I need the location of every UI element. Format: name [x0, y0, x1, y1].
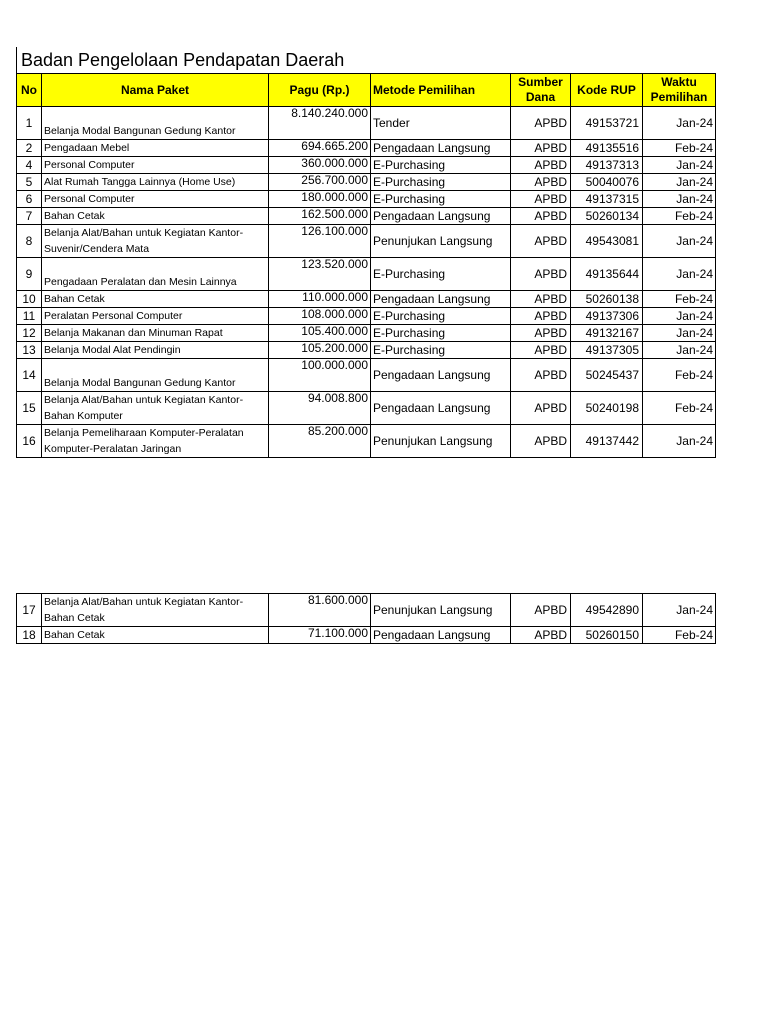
- cell-waktu-pemilihan: Feb-24: [643, 392, 716, 425]
- cell-sumber-dana: APBD: [511, 157, 571, 174]
- cell-nama-paket: Belanja Modal Alat Pendingin: [42, 342, 269, 359]
- table-row: [17, 392, 716, 425]
- cell-waktu-pemilihan: Jan-24: [643, 342, 716, 359]
- cell-nama-paket: Pengadaan Mebel: [42, 140, 269, 157]
- cell-metode-pemilihan: Penunjukan Langsung: [371, 225, 511, 258]
- cell-pagu: 123.520.000: [269, 258, 371, 291]
- cell-waktu-pemilihan: Jan-24: [643, 258, 716, 291]
- cell-waktu-pemilihan: Jan-24: [643, 308, 716, 325]
- cell-waktu-pemilihan: Jan-24: [643, 157, 716, 174]
- cell-pagu: 694.665.200: [269, 140, 371, 157]
- cell-kode-rup: 50040076: [571, 174, 643, 191]
- header-kode-rup: Kode RUP: [571, 74, 643, 107]
- cell-sumber-dana: APBD: [511, 208, 571, 225]
- table-row: [17, 258, 716, 291]
- cell-pagu: 105.200.000: [269, 342, 371, 359]
- cell-metode-pemilihan: Pengadaan Langsung: [371, 359, 511, 392]
- cell-metode-pemilihan: E-Purchasing: [371, 191, 511, 208]
- cell-kode-rup: 49137313: [571, 157, 643, 174]
- cell-metode-pemilihan: Pengadaan Langsung: [371, 291, 511, 308]
- cell-waktu-pemilihan: Feb-24: [643, 140, 716, 157]
- cell-metode-pemilihan: Pengadaan Langsung: [371, 627, 511, 644]
- cell-kode-rup: 49542890: [571, 594, 643, 627]
- table-row: [17, 107, 716, 140]
- header-waktu-pemilihan: Waktu Pemilihan: [643, 74, 716, 107]
- table-row: [17, 308, 716, 325]
- cell-kode-rup: 49137305: [571, 342, 643, 359]
- cell-no: 6: [17, 191, 42, 208]
- cell-sumber-dana: APBD: [511, 140, 571, 157]
- table-row: [17, 291, 716, 308]
- cell-waktu-pemilihan: Feb-24: [643, 627, 716, 644]
- cell-sumber-dana: APBD: [511, 342, 571, 359]
- cell-no: 15: [17, 392, 42, 425]
- cell-sumber-dana: APBD: [511, 392, 571, 425]
- cell-no: 9: [17, 258, 42, 291]
- cell-kode-rup: 49153721: [571, 107, 643, 140]
- table-row: [17, 325, 716, 342]
- cell-kode-rup: 49137306: [571, 308, 643, 325]
- cell-nama-paket: Belanja Modal Bangunan Gedung Kantor: [42, 107, 269, 140]
- cell-sumber-dana: APBD: [511, 107, 571, 140]
- cell-no: 5: [17, 174, 42, 191]
- table-row: [17, 359, 716, 392]
- table-row: [17, 191, 716, 208]
- table-row: [17, 627, 716, 644]
- cell-sumber-dana: APBD: [511, 308, 571, 325]
- cell-metode-pemilihan: E-Purchasing: [371, 325, 511, 342]
- table-body-continued: [17, 594, 716, 644]
- cell-metode-pemilihan: Pengadaan Langsung: [371, 208, 511, 225]
- cell-nama-paket: Belanja Alat/Bahan untuk Kegiatan Kantor-Bahan Komputer: [42, 392, 269, 425]
- cell-pagu: 162.500.000: [269, 208, 371, 225]
- cell-no: 4: [17, 157, 42, 174]
- cell-no: 17: [17, 594, 42, 627]
- cell-waktu-pemilihan: Jan-24: [643, 191, 716, 208]
- cell-kode-rup: 49135516: [571, 140, 643, 157]
- cell-no: 7: [17, 208, 42, 225]
- cell-sumber-dana: APBD: [511, 425, 571, 458]
- cell-waktu-pemilihan: Feb-24: [643, 208, 716, 225]
- cell-pagu: 126.100.000: [269, 225, 371, 258]
- header-pagu: Pagu (Rp.): [269, 74, 371, 107]
- cell-metode-pemilihan: Pengadaan Langsung: [371, 392, 511, 425]
- cell-pagu: 100.000.000: [269, 359, 371, 392]
- cell-metode-pemilihan: E-Purchasing: [371, 174, 511, 191]
- header-no: No: [17, 74, 42, 107]
- cell-kode-rup: 50240198: [571, 392, 643, 425]
- cell-nama-paket: Bahan Cetak: [42, 291, 269, 308]
- cell-nama-paket: Bahan Cetak: [42, 627, 269, 644]
- table-row: [17, 174, 716, 191]
- cell-pagu: 71.100.000: [269, 627, 371, 644]
- cell-waktu-pemilihan: Jan-24: [643, 594, 716, 627]
- cell-waktu-pemilihan: Feb-24: [643, 291, 716, 308]
- cell-no: 10: [17, 291, 42, 308]
- cell-sumber-dana: APBD: [511, 359, 571, 392]
- cell-nama-paket: Personal Computer: [42, 191, 269, 208]
- header-metode-pemilihan: Metode Pemilihan: [371, 74, 511, 107]
- cell-sumber-dana: APBD: [511, 594, 571, 627]
- cell-metode-pemilihan: E-Purchasing: [371, 258, 511, 291]
- cell-waktu-pemilihan: Jan-24: [643, 425, 716, 458]
- cell-pagu: 256.700.000: [269, 174, 371, 191]
- cell-kode-rup: 49135644: [571, 258, 643, 291]
- cell-no: 8: [17, 225, 42, 258]
- cell-pagu: 94.008.800: [269, 392, 371, 425]
- cell-waktu-pemilihan: Jan-24: [643, 174, 716, 191]
- cell-no: 11: [17, 308, 42, 325]
- cell-no: 12: [17, 325, 42, 342]
- cell-nama-paket: Belanja Alat/Bahan untuk Kegiatan Kantor-Suvenir/Cendera Mata: [42, 225, 269, 258]
- cell-no: 18: [17, 627, 42, 644]
- cell-metode-pemilihan: Penunjukan Langsung: [371, 425, 511, 458]
- cell-metode-pemilihan: Pengadaan Langsung: [371, 140, 511, 157]
- cell-no: 16: [17, 425, 42, 458]
- cell-nama-paket: Pengadaan Peralatan dan Mesin Lainnya: [42, 258, 269, 291]
- title-area: [16, 47, 344, 73]
- cell-sumber-dana: APBD: [511, 191, 571, 208]
- cell-nama-paket: Personal Computer: [42, 157, 269, 174]
- cell-pagu: 81.600.000: [269, 594, 371, 627]
- cell-sumber-dana: APBD: [511, 258, 571, 291]
- cell-kode-rup: 50260138: [571, 291, 643, 308]
- cell-waktu-pemilihan: Jan-24: [643, 225, 716, 258]
- header-nama-paket: Nama Paket: [42, 74, 269, 107]
- cell-nama-paket: Bahan Cetak: [42, 208, 269, 225]
- cell-sumber-dana: APBD: [511, 225, 571, 258]
- cell-nama-paket: Belanja Pemeliharaan Komputer-Peralatan Komputer-Peralatan Jaringan: [42, 425, 269, 458]
- page-title: Badan Pengelolaan Pendapatan Daerah: [21, 50, 345, 70]
- cell-metode-pemilihan: Tender: [371, 107, 511, 140]
- cell-kode-rup: 49137442: [571, 425, 643, 458]
- cell-waktu-pemilihan: Feb-24: [643, 359, 716, 392]
- cell-no: 13: [17, 342, 42, 359]
- table-row: [17, 208, 716, 225]
- cell-sumber-dana: APBD: [511, 174, 571, 191]
- cell-no: 2: [17, 140, 42, 157]
- cell-pagu: 105.400.000: [269, 325, 371, 342]
- cell-pagu: 360.000.000: [269, 157, 371, 174]
- cell-no: 1: [17, 107, 42, 140]
- cell-metode-pemilihan: Penunjukan Langsung: [371, 594, 511, 627]
- cell-nama-paket: Belanja Modal Bangunan Gedung Kantor: [42, 359, 269, 392]
- cell-waktu-pemilihan: Jan-24: [643, 107, 716, 140]
- table-row: [17, 140, 716, 157]
- cell-sumber-dana: APBD: [511, 627, 571, 644]
- table-header-row: [17, 74, 716, 107]
- cell-sumber-dana: APBD: [511, 291, 571, 308]
- table-row: [17, 342, 716, 359]
- cell-pagu: 108.000.000: [269, 308, 371, 325]
- cell-metode-pemilihan: E-Purchasing: [371, 308, 511, 325]
- cell-kode-rup: 49543081: [571, 225, 643, 258]
- cell-metode-pemilihan: E-Purchasing: [371, 157, 511, 174]
- cell-nama-paket: Alat Rumah Tangga Lainnya (Home Use): [42, 174, 269, 191]
- cell-metode-pemilihan: E-Purchasing: [371, 342, 511, 359]
- procurement-table-continued: [16, 593, 716, 644]
- cell-sumber-dana: APBD: [511, 325, 571, 342]
- cell-nama-paket: Belanja Alat/Bahan untuk Kegiatan Kantor-Bahan Cetak: [42, 594, 269, 627]
- table-row: [17, 157, 716, 174]
- cell-kode-rup: 50245437: [571, 359, 643, 392]
- cell-pagu: 85.200.000: [269, 425, 371, 458]
- cell-pagu: 8.140.240.000: [269, 107, 371, 140]
- cell-pagu: 180.000.000: [269, 191, 371, 208]
- table-row: [17, 425, 716, 458]
- cell-no: 14: [17, 359, 42, 392]
- table-body: [17, 107, 716, 458]
- cell-waktu-pemilihan: Jan-24: [643, 325, 716, 342]
- cell-kode-rup: 50260134: [571, 208, 643, 225]
- cell-kode-rup: 49132167: [571, 325, 643, 342]
- table-row: [17, 594, 716, 627]
- cell-pagu: 110.000.000: [269, 291, 371, 308]
- procurement-table: [16, 73, 716, 458]
- cell-nama-paket: Peralatan Personal Computer: [42, 308, 269, 325]
- cell-nama-paket: Belanja Makanan dan Minuman Rapat: [42, 325, 269, 342]
- table-row: [17, 225, 716, 258]
- cell-kode-rup: 50260150: [571, 627, 643, 644]
- cell-kode-rup: 49137315: [571, 191, 643, 208]
- header-sumber-dana: Sumber Dana: [511, 74, 571, 107]
